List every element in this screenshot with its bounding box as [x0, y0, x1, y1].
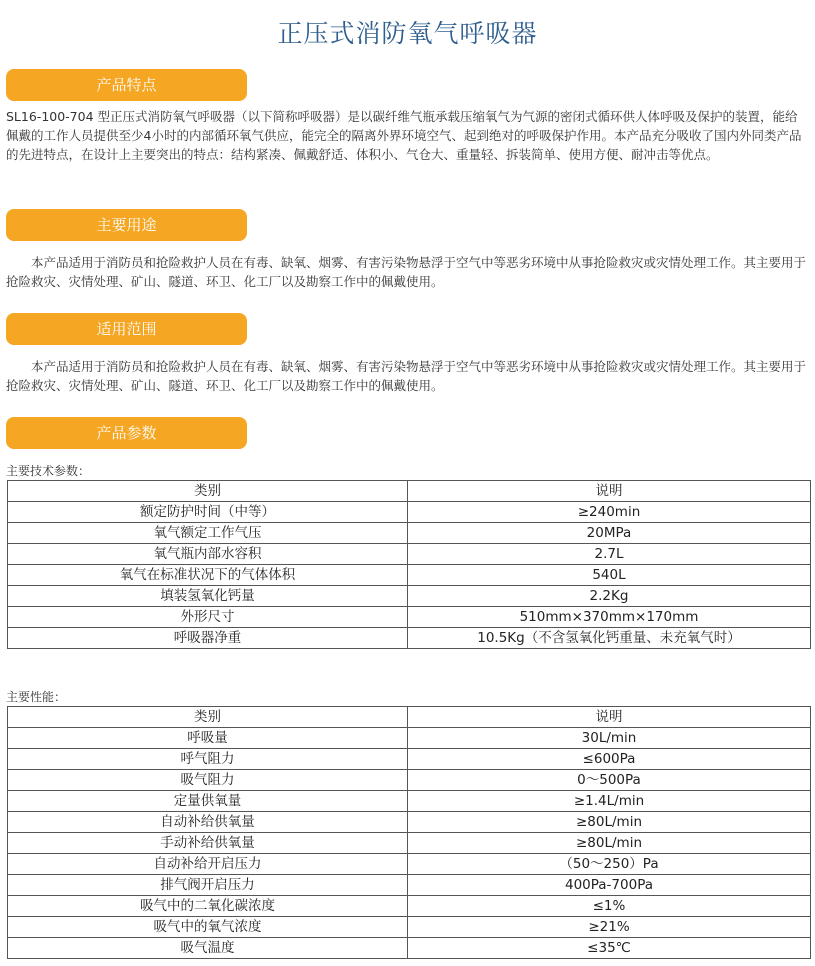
cell-value: 10.5Kg（不含氢氧化钙重量、未充氧气时）: [408, 628, 811, 649]
table-row: [8, 875, 811, 896]
cell-value: 0～500Pa: [408, 770, 811, 791]
cell-value: ≥80L/min: [408, 833, 811, 854]
perf-table-caption: 主要性能：: [6, 690, 67, 704]
cell-value: ≤600Pa: [408, 749, 811, 770]
section-heading-features: 产品特点: [6, 69, 247, 101]
cell-category: 排气阀开启压力: [8, 875, 408, 896]
performance-table: [7, 706, 811, 959]
cell-value: ≥240min: [408, 502, 811, 523]
cell-category: 自动补给供氧量: [8, 812, 408, 833]
table-row: [8, 770, 811, 791]
table-row: [8, 749, 811, 770]
table-row: [8, 896, 811, 917]
cell-category: 吸气温度: [8, 938, 408, 959]
table-row: [8, 833, 811, 854]
cell-category: 吸气中的二氧化碳浓度: [8, 896, 408, 917]
cell-value: 400Pa-700Pa: [408, 875, 811, 896]
uses-paragraph: 本产品适用于消防员和抢险救护人员在有毒、缺氧、烟雾、有害污染物悬浮于空气中等恶劣环境中从事抢险救灾或灾情处理工作。其主要用于抢险救灾、灾情处理、矿山、隧道、环卫、化工厂以及勘察工作中的佩戴使用。: [6, 255, 807, 289]
table-row: [8, 791, 811, 812]
cell-value: ≥80L/min: [408, 812, 811, 833]
cell-category: 手动补给供氧量: [8, 833, 408, 854]
cell-category: 额定防护时间（中等）: [8, 502, 408, 523]
table-row: [8, 565, 811, 586]
cell-category: 吸气中的氧气浓度: [8, 917, 408, 938]
header-category: 类别: [8, 707, 408, 728]
table-row: [8, 854, 811, 875]
cell-category: 呼气阻力: [8, 749, 408, 770]
table-row: [8, 544, 811, 565]
tech-spec-table: [7, 480, 811, 649]
table-row: [8, 628, 811, 649]
cell-value: 30L/min: [408, 728, 811, 749]
cell-category: 氧气额定工作气压: [8, 523, 408, 544]
cell-value: （50～250）Pa: [408, 854, 811, 875]
section-heading-params: 产品参数: [6, 417, 247, 449]
cell-value: ≤35℃: [408, 938, 811, 959]
scope-paragraph: 本产品适用于消防员和抢险救护人员在有毒、缺氧、烟雾、有害污染物悬浮于空气中等恶劣环境中从事抢险救灾或灾情处理工作。其主要用于抢险救灾、灾情处理、矿山、隧道、环卫、化工厂以及勘察工作中的佩戴使用。: [6, 359, 807, 393]
table-row: [8, 917, 811, 938]
header-category: 类别: [8, 481, 408, 502]
cell-category: 呼吸量: [8, 728, 408, 749]
cell-value: ≥21%: [408, 917, 811, 938]
cell-value: 20MPa: [408, 523, 811, 544]
cell-category: 氧气在标准状况下的气体体积: [8, 565, 408, 586]
table-row: [8, 586, 811, 607]
section-heading-uses: 主要用途: [6, 209, 247, 241]
cell-category: 定量供氧量: [8, 791, 408, 812]
tech-table-caption: 主要技术参数：: [6, 464, 91, 478]
cell-category: 外形尺寸: [8, 607, 408, 628]
page-title: 正压式消防氧气呼吸器: [277, 19, 538, 48]
cell-value: 510mm×370mm×170mm: [408, 607, 811, 628]
cell-value: ≤1%: [408, 896, 811, 917]
cell-category: 吸气阻力: [8, 770, 408, 791]
features-paragraph: SL16-100-704 型正压式消防氧气呼吸器（以下简称呼吸器）是以碳纤维气瓶承载压缩氧气为气源的密闭式循环供人体呼吸及保护的装置，能给佩戴的工作人员提供至少4小时的内部循环氧气供应，能完全的隔离外界环境空气、起到绝对的呼吸保护作用。本产品充分吸收了国内外同类产品的先进特点，在设计上主要突出的特点：结构紧凑、佩戴舒适、体积小、气仓大、重量轻、拆装简单、使用方便、耐冲击等优点。: [6, 109, 802, 162]
header-description: 说明: [408, 707, 811, 728]
cell-category: 呼吸器净重: [8, 628, 408, 649]
table-header-row: [8, 481, 811, 502]
header-description: 说明: [408, 481, 811, 502]
cell-category: 填装氢氧化钙量: [8, 586, 408, 607]
table-row: [8, 728, 811, 749]
table-row: [8, 607, 811, 628]
section-heading-scope: 适用范围: [6, 313, 247, 345]
cell-value: 2.7L: [408, 544, 811, 565]
cell-category: 自动补给开启压力: [8, 854, 408, 875]
cell-value: 540L: [408, 565, 811, 586]
table-row: [8, 812, 811, 833]
cell-value: ≥1.4L/min: [408, 791, 811, 812]
cell-value: 2.2Kg: [408, 586, 811, 607]
table-header-row: [8, 707, 811, 728]
table-row: [8, 523, 811, 544]
table-row: [8, 938, 811, 959]
table-row: [8, 502, 811, 523]
cell-category: 氧气瓶内部水容积: [8, 544, 408, 565]
